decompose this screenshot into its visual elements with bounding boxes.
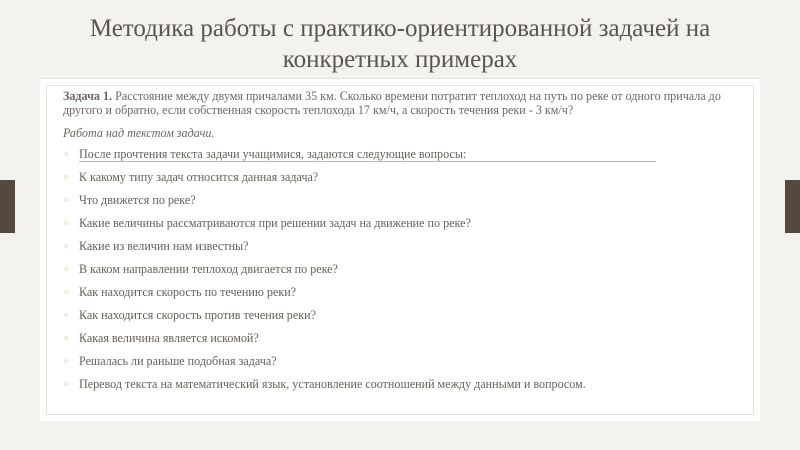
question-text: В каком направлении теплоход двигается по реке? bbox=[79, 262, 338, 276]
left-edge-tab bbox=[0, 180, 15, 233]
bullet-icon: ◦ bbox=[63, 378, 70, 391]
question-text: После прочтения текста задачи учащимися, задаются следующие вопросы: bbox=[79, 147, 656, 162]
question-text: К какому типу задач относится данная задача? bbox=[79, 170, 319, 184]
list-item bbox=[63, 216, 743, 239]
list-item bbox=[63, 147, 743, 170]
list-item bbox=[63, 262, 743, 285]
bullet-icon: ◦ bbox=[63, 148, 70, 161]
bullet-icon: ◦ bbox=[63, 217, 70, 230]
list-item bbox=[63, 377, 743, 400]
task-text: Расстояние между двумя причалами 35 км. Сколько времени потратит теплоход на путь по реке от одного причала до другого и обратно, если собственная скорость теплохода 17 км/ч, а скорость течения реки - 3 км/ч? bbox=[63, 89, 721, 117]
content-box bbox=[40, 78, 760, 421]
bullet-icon: ◦ bbox=[63, 309, 70, 322]
question-text: Какая величина является искомой? bbox=[79, 331, 259, 345]
task-subtitle: Работа над текстом задачи. bbox=[63, 126, 215, 140]
question-text: Решалась ли раньше подобная задача? bbox=[79, 354, 277, 368]
question-text: Перевод текста на математический язык, установление соотношений между данными и вопросом. bbox=[79, 377, 586, 391]
right-edge-tab bbox=[785, 180, 800, 233]
task-paragraph bbox=[63, 89, 738, 117]
bullet-icon: ◦ bbox=[63, 194, 70, 207]
list-item bbox=[63, 170, 743, 193]
list-item bbox=[63, 308, 743, 331]
bullet-icon: ◦ bbox=[63, 332, 70, 345]
bullet-icon: ◦ bbox=[63, 263, 70, 276]
bullet-icon: ◦ bbox=[63, 240, 70, 253]
question-text: Какие из величин нам известны? bbox=[79, 239, 249, 253]
question-text: Как находится скорость по течению реки? bbox=[79, 285, 297, 299]
list-item bbox=[63, 193, 743, 216]
bullet-icon: ◦ bbox=[63, 286, 70, 299]
question-text: Что движется по реке? bbox=[79, 193, 196, 207]
list-item bbox=[63, 239, 743, 262]
slide-title: Методика работы с практико-ориентированной задачей на конкретных примерах bbox=[89, 15, 711, 73]
task-label: Задача 1. bbox=[63, 89, 113, 103]
bullet-icon: ◦ bbox=[63, 355, 70, 368]
question-text: Какие величины рассматриваются при решении задач на движение по реке? bbox=[79, 216, 471, 230]
list-item bbox=[63, 331, 743, 354]
list-item bbox=[63, 354, 743, 377]
question-text: Как находится скорость против течения реки? bbox=[79, 308, 316, 322]
question-list bbox=[63, 147, 743, 400]
bullet-icon: ◦ bbox=[63, 171, 70, 184]
list-item bbox=[63, 285, 743, 308]
